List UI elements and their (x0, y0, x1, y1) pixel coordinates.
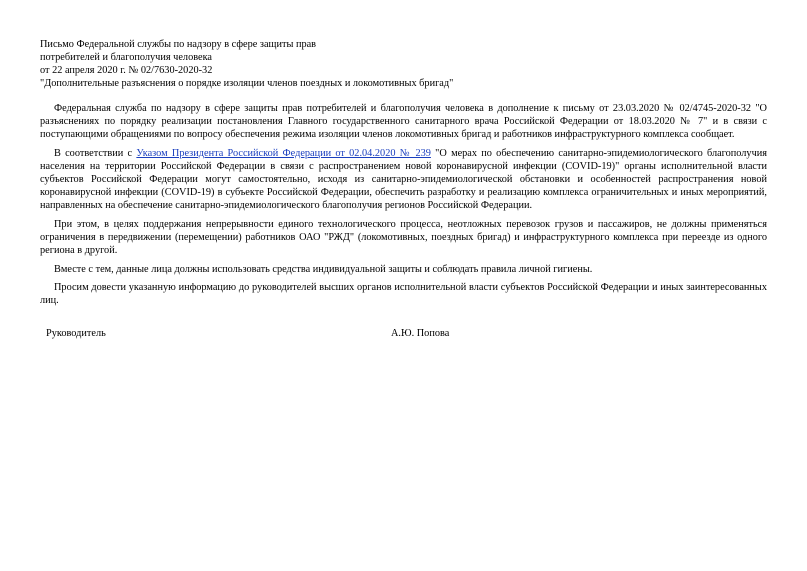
header-title-line-2: потребителей и благополучия человека (40, 52, 213, 63)
header-date-number: от 22 апреля 2020 г. № 02/7630-2020-32 (40, 65, 213, 76)
document-body (40, 102, 767, 307)
header-subject: "Дополнительные разъяснения о порядке изоляции членов поездных и локомотивных бригад" (40, 78, 454, 89)
signature-block (40, 327, 767, 341)
paragraph-1: Федеральная служба по надзору в сфере защиты прав потребителей и благополучия человека в дополнение к письму от 23.03.2020 № 02/4745-2020-32 "О разъяснениях по порядку реализации постановления Главного государственного санитарного врача Российской Федерации от 18.03.2020 № 7" и в связи с поступающими обращениями по вопросу обеспечения режима изоляции членов локомотивных бригад и работников инфраструктурного комплекса сообщает. (40, 103, 767, 140)
paragraph-2-rest: "О мерах по обеспечению санитарно-эпидемиологического благополучия населения на территории Российской Федерации в связи с распространением новой коронавирусной инфекции (COVID-19)" органы исполнительной власти субъектов Российской Федерации могут самостоятельно, исходя из санитарно-эпидемиологической обстановки и особенностей распространения новой коронавирусной инфекции (COVID-19) в субъекте Российской Федерации, обеспечить разработку и реализацию комплекса ограничительных и иных мероприятий, направленных на обеспечение санитарно-эпидемиологического благополучия регионов Российской Федерации. (40, 148, 768, 211)
document-header (40, 38, 767, 90)
paragraph-3: При этом, в целях поддержания непрерывности единого технологического процесса, неотложных перевозок грузов и пассажиров, не должны применяться ограничения в передвижении (перемещении) работников ОАО "РЖД" (локомотивных, поездных бригад) и инфраструктурного комплекса при переезде из одного региона в другой. (40, 219, 767, 256)
signatory-role: Руководитель (46, 328, 106, 339)
paragraph-2-lead: В соответствии с (54, 148, 137, 159)
paragraph-2 (40, 147, 767, 212)
header-title-line-1: Письмо Федеральной службы по надзору в сфере защиты прав (40, 39, 317, 50)
decree-link[interactable]: Указом Президента Российской Федерации от 02.04.2020 № 239 (136, 148, 431, 159)
document-page (40, 38, 767, 341)
signatory-name: А.Ю. Попова (391, 328, 450, 339)
paragraph-5: Просим довести указанную информацию до руководителей высших органов исполнительной власти субъектов Российской Федерации и иных заинтересованных лиц. (40, 282, 767, 306)
paragraph-4: Вместе с тем, данные лица должны использовать средства индивидуальной защиты и соблюдать правила личной гигиены. (54, 264, 593, 275)
